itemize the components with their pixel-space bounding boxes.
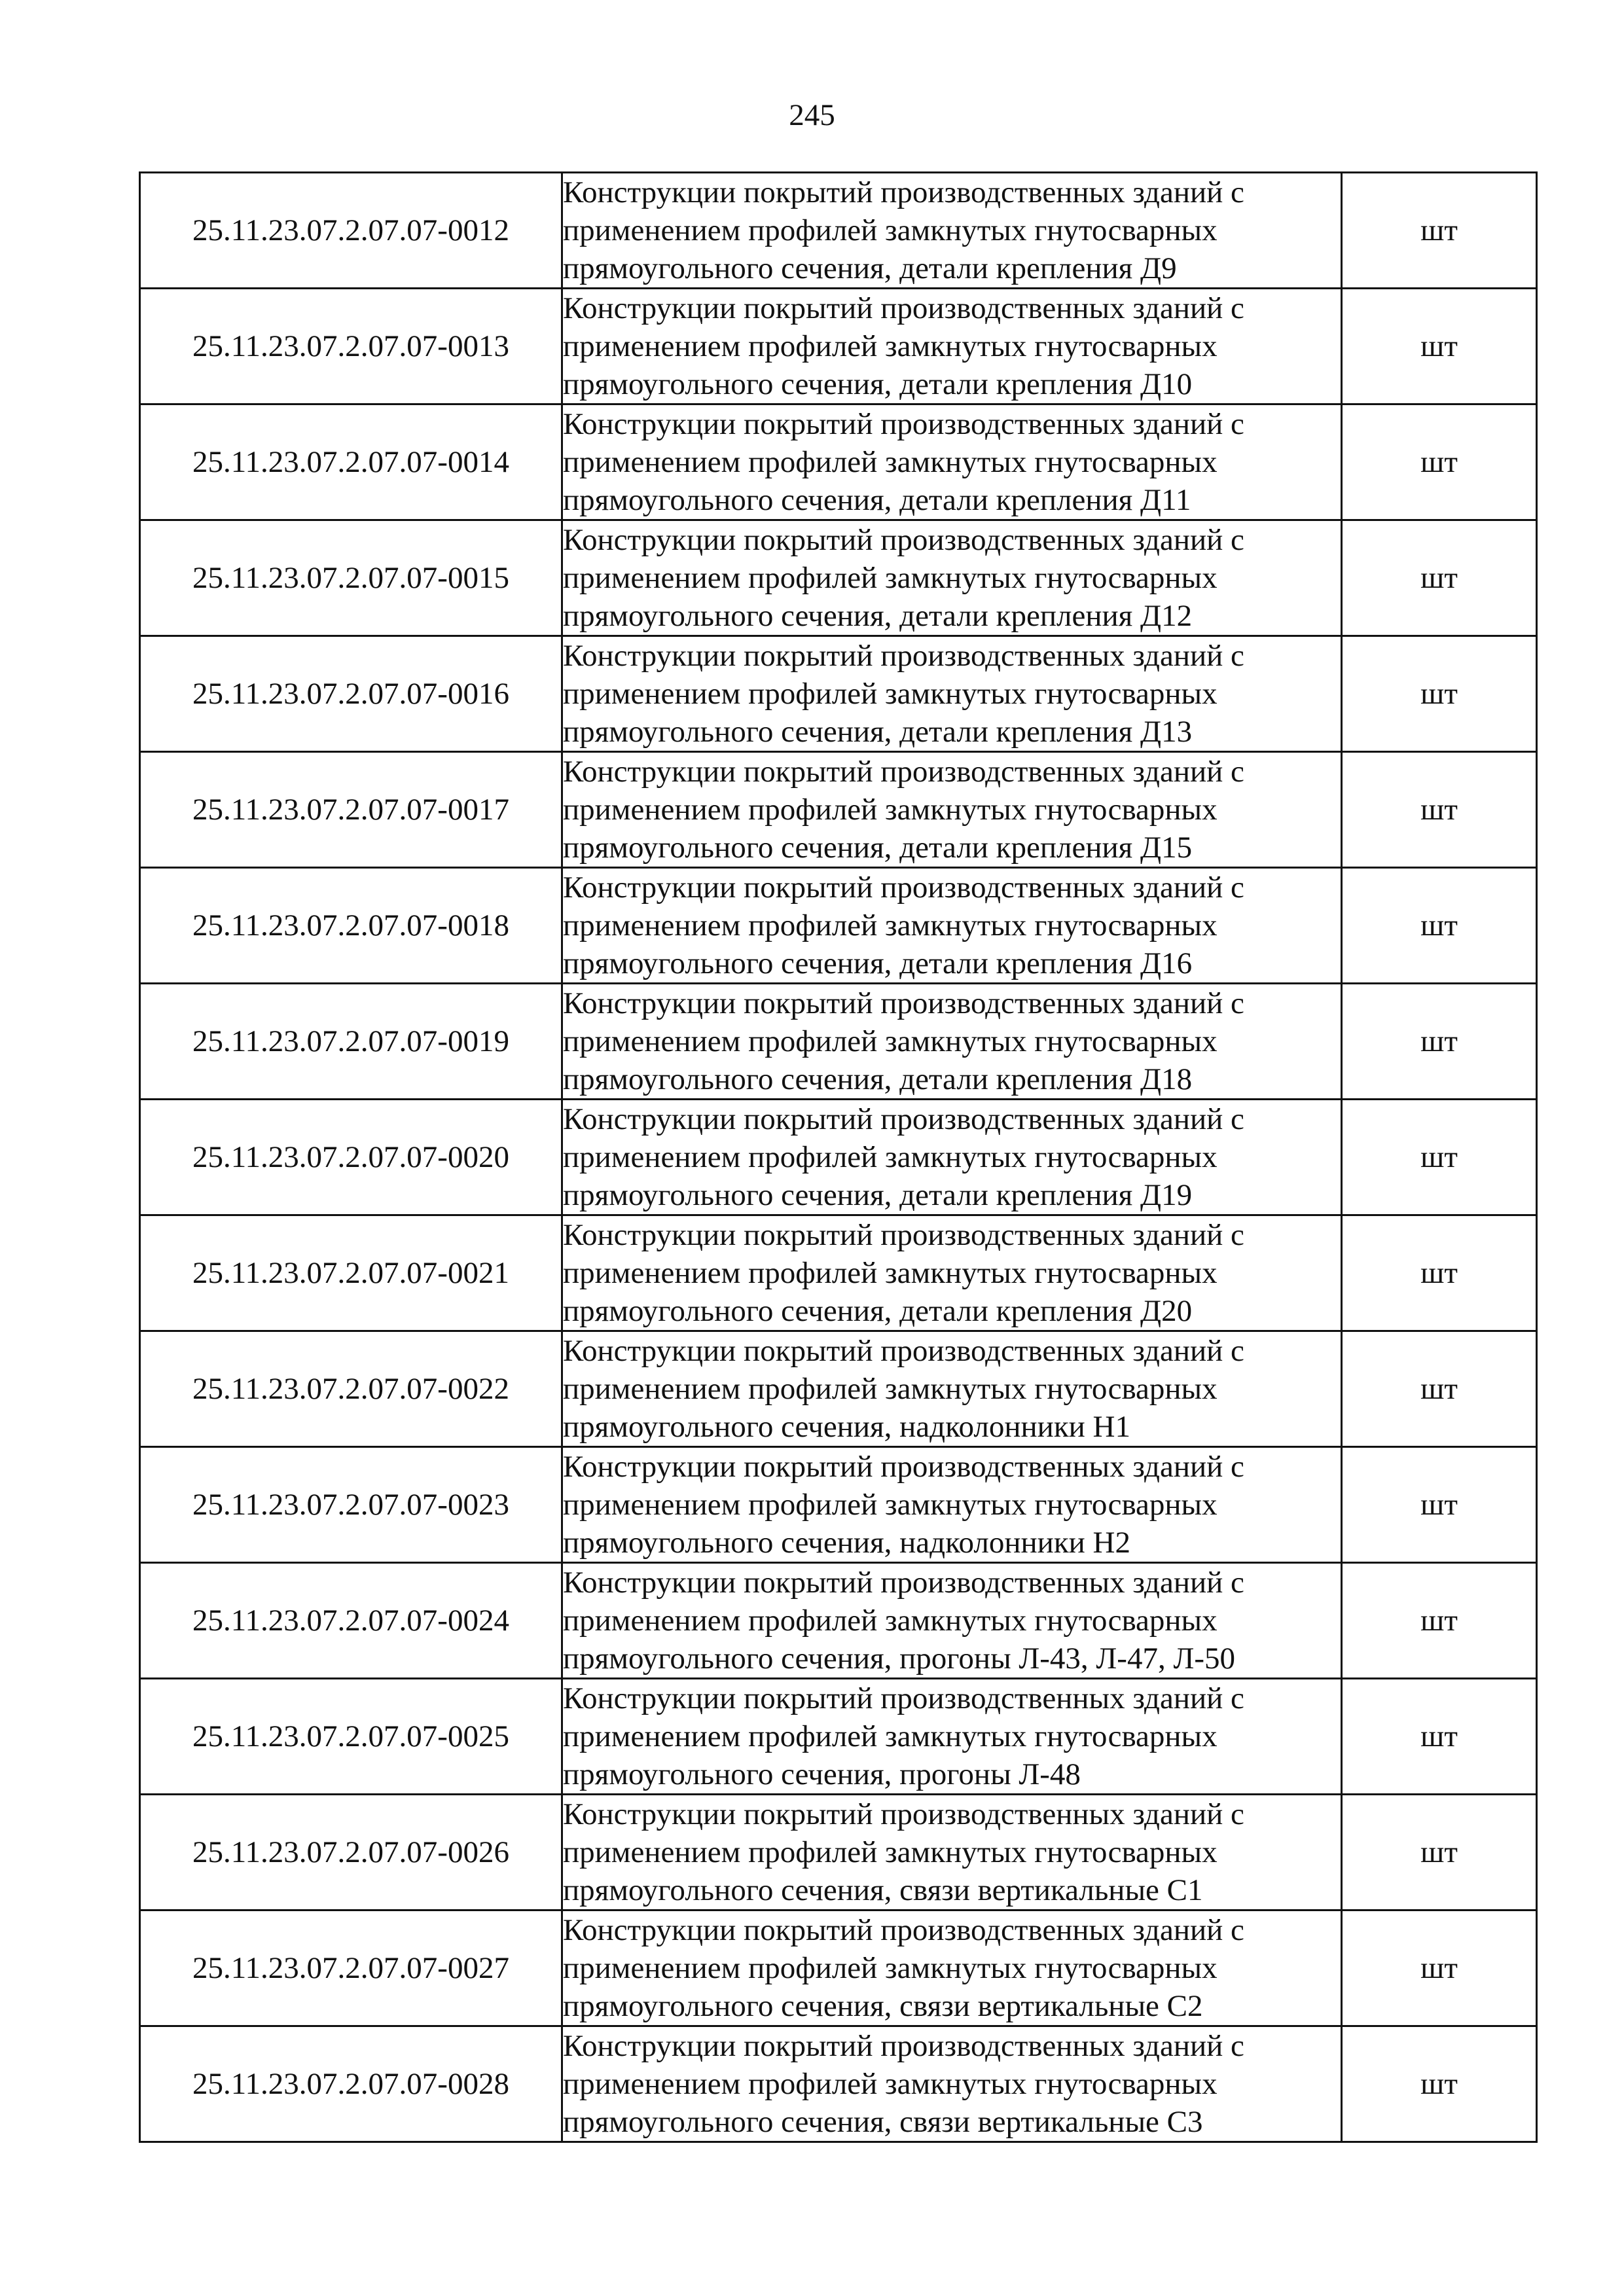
table-row — [140, 1331, 1537, 1447]
resource-unit: шт — [1342, 1910, 1537, 2026]
table-row — [140, 1447, 1537, 1563]
resource-table — [139, 171, 1538, 2143]
resource-unit: шт — [1342, 984, 1537, 1100]
table-row — [140, 1910, 1537, 2026]
table-row — [140, 752, 1537, 868]
resource-name: Конструкции покрытий производственных зданий с применением профилей замкнутых гнутосварных прямоугольного сечения, прогоны Л-43, Л-47, Л-50 — [562, 1563, 1342, 1679]
page-number: 245 — [789, 98, 835, 132]
resource-name: Конструкции покрытий производственных зданий с применением профилей замкнутых гнутосварных прямоугольного сечения, детали крепления Д19 — [562, 1100, 1342, 1215]
resource-unit: шт — [1342, 173, 1537, 289]
table-row — [140, 404, 1537, 520]
table-row — [140, 1679, 1537, 1795]
table-row — [140, 984, 1537, 1100]
resource-unit: шт — [1342, 1100, 1537, 1215]
resource-unit: шт — [1342, 1331, 1537, 1447]
resource-unit: шт — [1342, 1215, 1537, 1331]
resource-code: 25.11.23.07.2.07.07-0026 — [140, 1795, 562, 1910]
resource-code: 25.11.23.07.2.07.07-0020 — [140, 1100, 562, 1215]
resource-code: 25.11.23.07.2.07.07-0027 — [140, 1910, 562, 2026]
resource-name: Конструкции покрытий производственных зданий с применением профилей замкнутых гнутосварных прямоугольного сечения, детали крепления Д11 — [562, 404, 1342, 520]
resource-name: Конструкции покрытий производственных зданий с применением профилей замкнутых гнутосварных прямоугольного сечения, детали крепления Д20 — [562, 1215, 1342, 1331]
resource-code: 25.11.23.07.2.07.07-0018 — [140, 868, 562, 984]
resource-code: 25.11.23.07.2.07.07-0012 — [140, 173, 562, 289]
resource-code: 25.11.23.07.2.07.07-0028 — [140, 2026, 562, 2142]
resource-name: Конструкции покрытий производственных зданий с применением профилей замкнутых гнутосварных прямоугольного сечения, надколонники Н2 — [562, 1447, 1342, 1563]
table-row — [140, 868, 1537, 984]
resource-name: Конструкции покрытий производственных зданий с применением профилей замкнутых гнутосварных прямоугольного сечения, детали крепления Д13 — [562, 636, 1342, 752]
resource-name: Конструкции покрытий производственных зданий с применением профилей замкнутых гнутосварных прямоугольного сечения, прогоны Л-48 — [562, 1679, 1342, 1795]
resource-unit: шт — [1342, 1563, 1537, 1679]
resource-code: 25.11.23.07.2.07.07-0016 — [140, 636, 562, 752]
resource-unit: шт — [1342, 752, 1537, 868]
table-row — [140, 1563, 1537, 1679]
resource-code: 25.11.23.07.2.07.07-0021 — [140, 1215, 562, 1331]
resource-code: 25.11.23.07.2.07.07-0015 — [140, 520, 562, 636]
table-row — [140, 520, 1537, 636]
resource-name: Конструкции покрытий производственных зданий с применением профилей замкнутых гнутосварных прямоугольного сечения, детали крепления Д9 — [562, 173, 1342, 289]
resource-unit: шт — [1342, 1679, 1537, 1795]
resource-code: 25.11.23.07.2.07.07-0024 — [140, 1563, 562, 1679]
resource-name: Конструкции покрытий производственных зданий с применением профилей замкнутых гнутосварных прямоугольного сечения, связи вертикальные С3 — [562, 2026, 1342, 2142]
resource-unit: шт — [1342, 520, 1537, 636]
resource-name: Конструкции покрытий производственных зданий с применением профилей замкнутых гнутосварных прямоугольного сечения, детали крепления Д12 — [562, 520, 1342, 636]
resource-unit: шт — [1342, 404, 1537, 520]
resource-unit: шт — [1342, 1795, 1537, 1910]
resource-name: Конструкции покрытий производственных зданий с применением профилей замкнутых гнутосварных прямоугольного сечения, детали крепления Д15 — [562, 752, 1342, 868]
table-row — [140, 2026, 1537, 2142]
resource-table-body — [140, 173, 1537, 2142]
resource-name: Конструкции покрытий производственных зданий с применением профилей замкнутых гнутосварных прямоугольного сечения, надколонники Н1 — [562, 1331, 1342, 1447]
resource-code: 25.11.23.07.2.07.07-0023 — [140, 1447, 562, 1563]
resource-unit: шт — [1342, 636, 1537, 752]
resource-code: 25.11.23.07.2.07.07-0017 — [140, 752, 562, 868]
table-row — [140, 636, 1537, 752]
resource-unit: шт — [1342, 2026, 1537, 2142]
table-row — [140, 1795, 1537, 1910]
table-row — [140, 289, 1537, 404]
resource-code: 25.11.23.07.2.07.07-0014 — [140, 404, 562, 520]
resource-code: 25.11.23.07.2.07.07-0013 — [140, 289, 562, 404]
table-row — [140, 1100, 1537, 1215]
resource-name: Конструкции покрытий производственных зданий с применением профилей замкнутых гнутосварных прямоугольного сечения, детали крепления Д18 — [562, 984, 1342, 1100]
resource-name: Конструкции покрытий производственных зданий с применением профилей замкнутых гнутосварных прямоугольного сечения, связи вертикальные С2 — [562, 1910, 1342, 2026]
resource-code: 25.11.23.07.2.07.07-0019 — [140, 984, 562, 1100]
table-row — [140, 173, 1537, 289]
resource-name: Конструкции покрытий производственных зданий с применением профилей замкнутых гнутосварных прямоугольного сечения, детали крепления Д16 — [562, 868, 1342, 984]
resource-code: 25.11.23.07.2.07.07-0022 — [140, 1331, 562, 1447]
resource-unit: шт — [1342, 868, 1537, 984]
resource-code: 25.11.23.07.2.07.07-0025 — [140, 1679, 562, 1795]
resource-unit: шт — [1342, 289, 1537, 404]
resource-name: Конструкции покрытий производственных зданий с применением профилей замкнутых гнутосварных прямоугольного сечения, детали крепления Д10 — [562, 289, 1342, 404]
resource-unit: шт — [1342, 1447, 1537, 1563]
table-row — [140, 1215, 1537, 1331]
resource-name: Конструкции покрытий производственных зданий с применением профилей замкнутых гнутосварных прямоугольного сечения, связи вертикальные С1 — [562, 1795, 1342, 1910]
